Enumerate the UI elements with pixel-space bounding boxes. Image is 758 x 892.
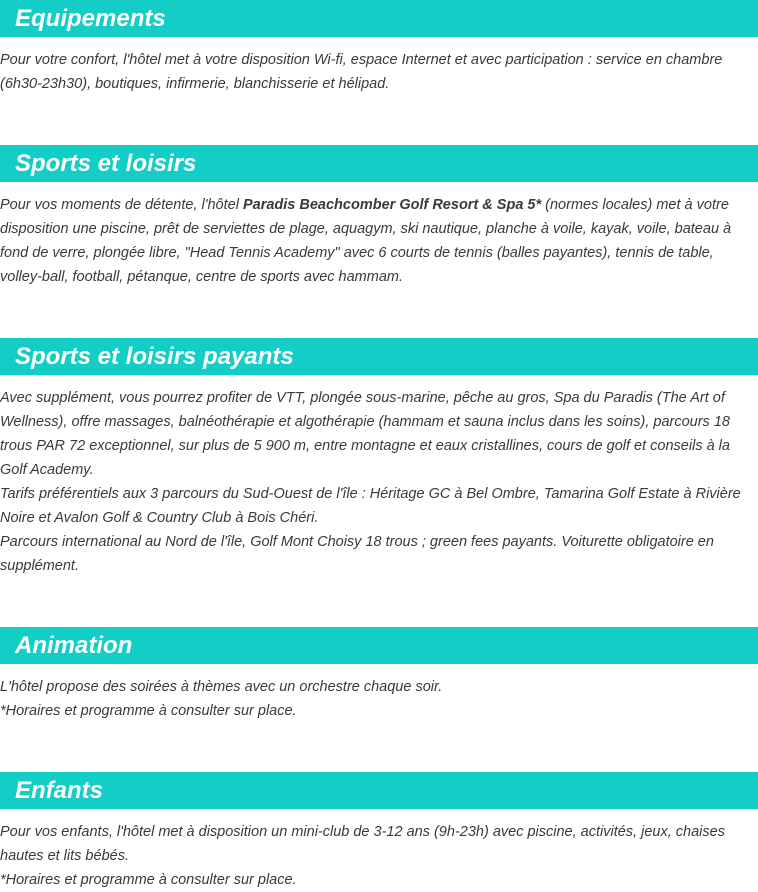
paragraph: Avec supplément, vous pourrez profiter de VTT, plongée sous-marine, pêche au gros, Spa du Paradis (The Art of Wellness), offre massages, balnéothérapie et algothérapie (hammam et sauna inclus dans les soins), parcours 18 trous PAR 72 exceptionnel, sur plus de 5 900 m, entre montagne et eaux cristallines, cours de golf et conseils à la Golf Academy. — [0, 390, 730, 478]
section-sports-loisirs — [0, 145, 758, 289]
paragraph: Parcours international au Nord de l'île, Golf Mont Choisy 18 trous ; green fees payants. Voiturette obligatoire en supplément. — [0, 534, 714, 574]
section-title-sports-loisirs-payants: Sports et loisirs payants — [0, 338, 758, 375]
section-title-animation: Animation — [0, 627, 758, 664]
paragraph: Tarifs préférentiels aux 3 parcours du Sud-Ouest de l'île : Héritage GC à Bel Ombre, Tamarina Golf Estate à Rivière Noire et Avalon Golf & Country Club à Bois Chéri. — [0, 486, 741, 526]
section-title-equipements: Equipements — [0, 0, 758, 37]
paragraph: *Horaires et programme à consulter sur place. — [0, 872, 297, 888]
section-enfants — [0, 772, 758, 892]
hotel-name: Paradis Beachcomber Golf Resort & Spa 5* — [242, 197, 542, 213]
paragraph: *Horaires et programme à consulter sur place. — [0, 703, 297, 719]
paragraph — [0, 193, 758, 289]
paragraph: Pour votre confort, l'hôtel met à votre disposition Wi-fi, espace Internet et avec participation : service en chambre (6h30-23h30), boutiques, infirmerie, blanchisserie et hélipad. — [0, 52, 723, 92]
text-before-hotel-name: Pour vos moments de détente, l'hôtel — [0, 197, 243, 213]
section-sports-loisirs-payants — [0, 338, 758, 578]
paragraph: Pour vos enfants, l'hôtel met à disposition un mini-club de 3-12 ans (9h-23h) avec piscine, activités, jeux, chaises hautes et lits bébés. — [0, 824, 725, 864]
section-body-sports-loisirs — [0, 193, 758, 289]
section-body-animation — [0, 675, 758, 723]
section-body-sports-loisirs-payants — [0, 386, 758, 578]
section-body-equipements — [0, 48, 758, 96]
text-after-hotel-name: (normes locales) met à votre disposition une piscine, prêt de serviettes de plage, aquagym, ski nautique, planche à voile, kayak, voile, bateau à fond de verre, plongée libre, "Head Tennis Academy" avec 6 courts de tennis (balles payantes), tennis de table, volley-ball, football, pétanque, centre de sports avec hammam. — [0, 197, 732, 285]
section-body-enfants — [0, 820, 758, 892]
section-title-sports-loisirs: Sports et loisirs — [0, 145, 758, 182]
section-title-enfants: Enfants — [0, 772, 758, 809]
section-equipements — [0, 0, 758, 96]
paragraph: L'hôtel propose des soirées à thèmes avec un orchestre chaque soir. — [0, 679, 443, 695]
section-animation — [0, 627, 758, 723]
